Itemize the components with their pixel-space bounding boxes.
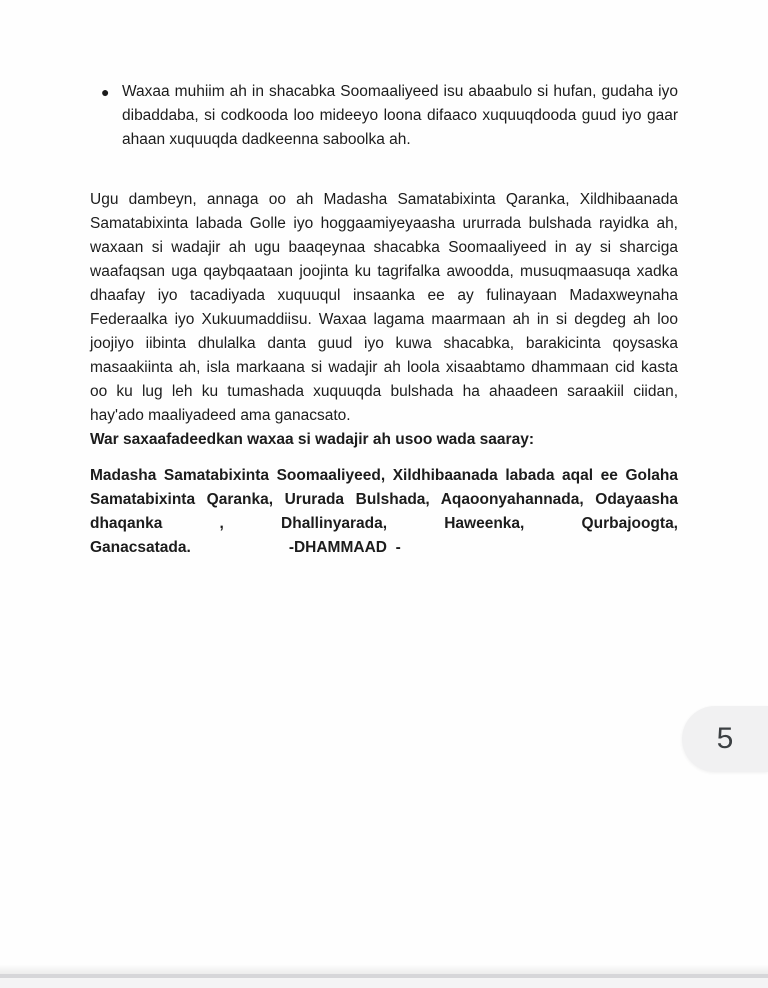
- page-number-text: 5: [716, 722, 734, 755]
- page-break-divider: [0, 974, 768, 988]
- bullet-icon: ●: [101, 84, 110, 100]
- signatories-paragraph: [90, 464, 678, 560]
- signatories-body-text: Madasha Samatabixinta Soomaaliyeed, Xildhibaanada labada aqal ee Golaha Samatabixinta Qaranka, Ururada Bulshada, Aqaoonyahannada, Odayaasha dhaqanka , Dhallinyarada, Haweenka, Qurbajoogta, Ganacsatada.: [90, 467, 678, 556]
- end-marker: -DHAMMAAD -: [288, 539, 401, 556]
- signatories-heading: War saxaafadeedkan waxaa si wadajir ah usoo wada saaray:: [90, 431, 534, 448]
- body-paragraph: Ugu dambeyn, annaga oo ah Madasha Samatabixinta Qaranka, Xildhibaanada Samatabixinta labada Golle iyo hoggaamiyeyaasha ururrada bulshada rayidka ah, waxaan si wadajir ah ugu baaqeynaa shacabka Soomaaliyeed in ay si sharciga waafaqsan uga qaybqaataan joojinta ku tagrifalka awoodda, musuqmaasuqa xadka dhaafay iyo tacadiyada xuquuqul insaanka ee ay fulinayaan Madaxweynaha Federaalka iyo Xukuumaddiisu. Waxaa lagama maarmaan ah in si degdeg ah loo joojiyo iibinta dhulalka danta guud iyo kuwa shacabka, barakicinta qoysaska masaakiinta ah, isla markaana si wadajir ah loola xisaabtamo dhammaan cid kasta oo ku lug leh ku tumashada xuquuqda bulshada ha ahaadeen saraakiil ciidan, hay'ado maaliyadeed ama ganacsato.: [90, 191, 678, 424]
- bullet-item-text: Waxaa muhiim ah in shacabka Soomaaliyeed isu abaabulo si hufan, gudaha iyo dibaddaba, si codkooda loo mideeyo loona difaaco xuquuqdooda guud iyo gaar ahaan xuquuqda dadkeenna saboolka ah.: [122, 83, 678, 148]
- page-number-badge: [682, 706, 768, 772]
- bullet-list-item: [90, 80, 678, 152]
